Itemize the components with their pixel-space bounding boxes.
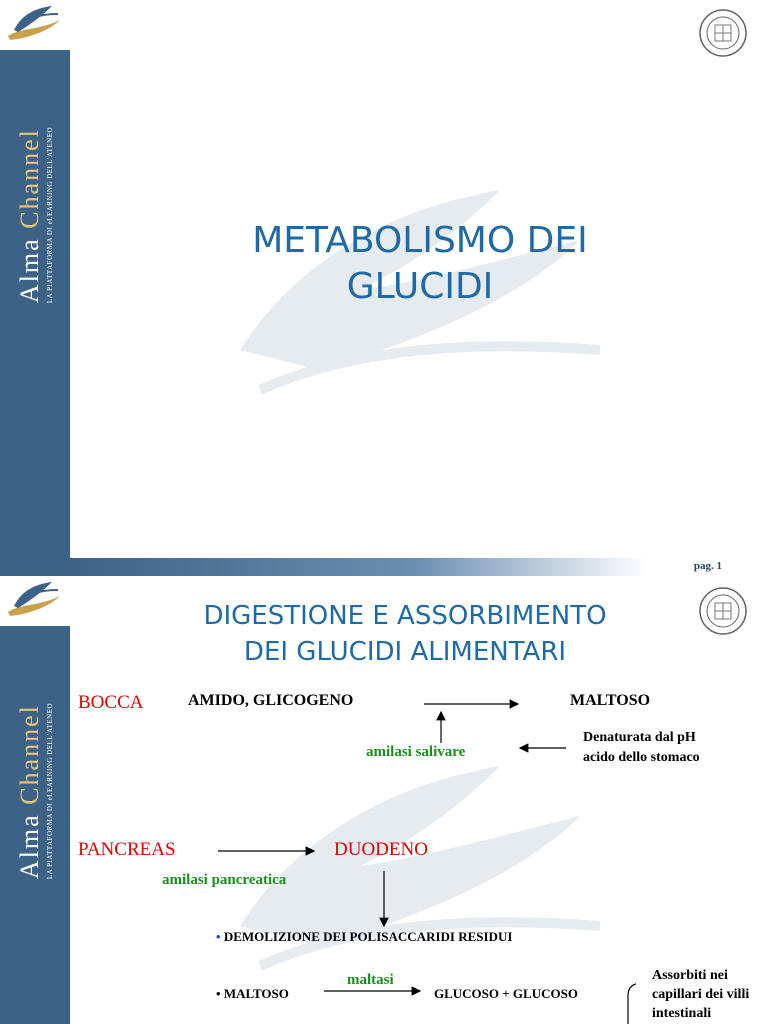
- label-maltoso-top: MALTOSO: [570, 692, 651, 709]
- label-glucoso: GLUCOSO + GLUCOSO: [434, 986, 578, 1001]
- page-number: pag. 1: [693, 560, 722, 572]
- bullet: •: [216, 929, 221, 944]
- label-bocca: BOCCA: [78, 692, 144, 713]
- list-item-demolizione: [216, 929, 512, 945]
- slide-title: [110, 218, 730, 310]
- label-maltasi: maltasi: [347, 972, 394, 988]
- bullet: •: [216, 986, 221, 1001]
- title-line-2: GLUCIDI: [346, 266, 494, 307]
- brand-alma: Alma: [15, 237, 45, 304]
- demolizione-text: DEMOLIZIONE DEI POLISACCARIDI RESIDUI: [223, 929, 513, 944]
- list-item-maltoso: [216, 986, 289, 1002]
- brand-channel: Channel: [15, 128, 45, 229]
- maltoso-text: MALTOSO: [223, 986, 289, 1001]
- pegasus-logo: [0, 0, 70, 50]
- brace: [628, 984, 636, 1024]
- flow-arrows: [0, 576, 768, 1024]
- brand-tagline: LA PIATTAFORMA DI eLEARNING DELL'ATENEO: [46, 126, 55, 304]
- label-duodeno: DUODENO: [334, 839, 428, 860]
- brand-sidebar: [0, 50, 70, 576]
- label-amido: AMIDO, GLICOGENO: [188, 692, 354, 709]
- label-amilasi-salivare: amilasi salivare: [366, 744, 466, 760]
- label-amilasi-pancreatica: amilasi pancreatica: [162, 872, 287, 888]
- slide-2: [0, 576, 768, 1024]
- title-line-1: DIGESTIONE E ASSORBIMENTO: [203, 601, 607, 631]
- label-pancreas: PANCREAS: [78, 839, 176, 860]
- brand-wordmark: [4, 120, 66, 310]
- footer-bar: [70, 558, 648, 576]
- brand-alma: Alma: [15, 813, 45, 880]
- title-line-2: DEI GLUCIDI ALIMENTARI: [243, 637, 567, 667]
- university-seal: [698, 8, 748, 58]
- brand-channel: Channel: [15, 704, 45, 805]
- label-denaturata: Denaturata dal pH acido dello stomaco: [583, 730, 700, 765]
- brand-tagline: LA PIATTAFORMA DI eLEARNING DELL'ATENEO: [46, 702, 55, 880]
- label-assorbiti: Assorbiti nei capillari dei villi intestinali: [652, 968, 750, 1021]
- title-line-1: METABOLISMO DEI: [252, 220, 588, 261]
